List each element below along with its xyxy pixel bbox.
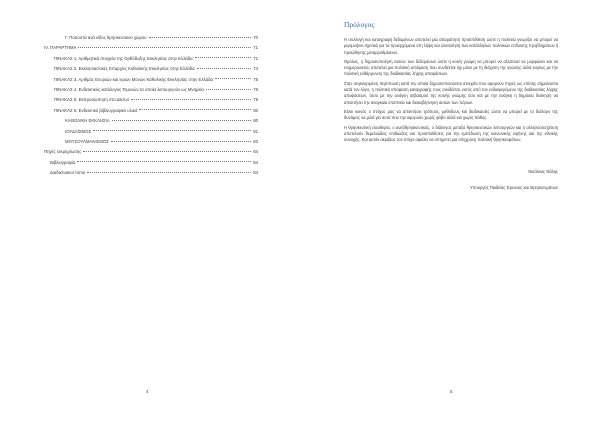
toc-entry-page: 71 — [253, 45, 258, 51]
toc-entry-page: 71 — [253, 55, 258, 61]
right-page — [300, 0, 600, 424]
toc-leader-dots — [78, 47, 251, 48]
toc-entry-title: Διαδικτυακοί τόποι — [50, 170, 86, 176]
toc-entry[interactable] — [44, 168, 258, 178]
toc-leader-dots — [197, 68, 252, 69]
toc-entry-title: ΠΙΝΑΚΑΣ 4. Ενδεικτικός κατάλογος Τεμενών τα οποία λειτουργούν ως Μνημεία — [54, 86, 204, 92]
paragraph: Στην συγκεκριμένη περίπτωση κατά την οποία δημοσιοποιούνται στοιχεία που αφορούν πηγές ως επίσης σημαίνοντα κατά τον λόγο, η πολιτική απόφαση καταγραφής τους συνδέεται, εκτός από τον ενδιαφερόμενο της διαδικασίας λήψης αποφάσεων, τόσο με την ανάγκη σεβασμού της κοινής γνώμης όσο και με την ανάγκη η δημόσια διοίκηση να αποκτήσει την αναγκαία εποπτεία και διακυβέρνηση αυτών των πόρων. — [344, 80, 558, 105]
paragraph: Η θρησκευτική ελευθερία, ο ανεξιθρησκευτικός, ο διάλογος μεταξύ θρησκευτικών λειτουργιών και η αλληλοσυσχέτιση αποτελούν θεμελιώδεις επιδιώξεις και προϋποθέσεις για την εμπέδωση της κοινωνικής ειρήνης και της εθνικής συνοχής. Και αυτόν ακριβώς τον στόχο οφείλει να υπηρετεί μια σύγχρονη πολιτική θρησκευμάτων. — [344, 124, 558, 143]
toc-entry-page: 70 — [253, 35, 258, 40]
toc-entry-page: 81 — [253, 128, 258, 134]
table-of-contents — [44, 33, 258, 178]
toc-entry[interactable] — [44, 64, 258, 74]
page-number: 5 — [450, 389, 453, 394]
toc-entry-title: ΠΙΝΑΚΑΣ 3. Αριθμός Ενοριών και Ιερών Μονών Καθολικής Εκκλησίας στην Ελλάδα — [54, 76, 213, 82]
toc-entry-title: Πηγές τεκμηρίωσης — [44, 149, 82, 155]
toc-leader-dots — [83, 151, 251, 152]
toc-entry-title: ΙΟΥΔΑΪΣΜΟΣ — [65, 128, 92, 134]
toc-leader-dots — [131, 99, 251, 100]
preface-title: Πρόλογος — [344, 20, 375, 29]
toc-leader-dots — [139, 109, 251, 110]
toc-leader-dots — [149, 37, 252, 38]
toc-entry[interactable] — [44, 106, 258, 116]
toc-entry[interactable] — [44, 33, 258, 43]
toc-entry[interactable] — [44, 147, 258, 157]
toc-entry[interactable] — [44, 43, 258, 53]
toc-entry-page: 74 — [253, 66, 258, 72]
toc-entry-page: 75 — [253, 76, 258, 82]
toc-leader-dots — [112, 120, 251, 121]
toc-entry-title: ΜΟΥΣΟΥΛΜΑΝΙΣΜΟΣ — [65, 138, 109, 144]
toc-entry-title: ΠΙΝΑΚΑΣ 2. Εκκλησιαστικές Επαρχίες Καθολικής Εκκλησίας στην Ελλάδα — [54, 66, 195, 72]
toc-entry[interactable] — [44, 75, 258, 85]
preface — [344, 20, 558, 191]
paragraph: Είναι κοινός ο στόχος μας να αποκτήσει τρόπους, μεθόδους και διαδικασίες ώστε να μπορεί με το διάλογο της δυνάμεις να μιλά για αυτά που την αφορούν χωρίς φόβο αλλά και χωρίς πάθος. — [344, 108, 558, 121]
toc-entry-title: ΠΙΝΑΚΑΣ 5. Εκπροσώπηση στο Δίκτυο — [54, 97, 130, 103]
toc-entry[interactable] — [44, 54, 258, 64]
toc-entry-page: 84 — [253, 170, 258, 176]
toc-entry[interactable] — [44, 127, 258, 137]
toc-leader-dots — [111, 141, 251, 142]
toc-entry[interactable] — [44, 95, 258, 105]
toc-entry[interactable] — [44, 85, 258, 95]
paragraph: Η συλλογή και καταγραφή δεδομένων αποτελεί μια απαραίτητη προϋπόθεση ώστε η πολιτεία γνωρίζει να μπορεί να μεριμνήσει σχετικά για τα προερχόμενα στη λήψη και υλοποίηση των κατάλληλων πολιτικών επίλυσης προβλημάτων ή προώθησης μεταρρυθμίσεων. — [344, 37, 558, 55]
toc-entry-page: 79 — [253, 97, 258, 103]
toc-entry-title: ΠΙΝΑΚΑΣ 6. Ενδεικτικό βιβλιογραφικό υλικό — [54, 107, 138, 113]
signature-name: Νικόλαος Θάλης — [528, 169, 558, 175]
toc-entry-page: 84 — [253, 159, 258, 165]
preface-body — [344, 37, 558, 143]
toc-entry[interactable] — [44, 137, 258, 147]
toc-entry[interactable] — [44, 116, 258, 126]
page-number: 4 — [146, 389, 149, 394]
paragraph: Ομοίως, η δημοσιοποίηση αυτών των δεδομένων ώστε η κοινή γνώμη να μπορεί να αξιοποιεί να μορφώνει και να ενημερώνεται, αποτελεί μια πολιτική απόφαση που συνδέεται όχι μόνο με τη διάχυση της γνώσης αλλά κυρίως με την πολιτική ενθάρρυνση της διαδικασίας λήψης αποφάσεων. — [344, 58, 558, 77]
signature-role: Υπουργός Παιδείας Έρευνας και Θρησκευμάτων — [470, 184, 558, 190]
toc-leader-dots — [87, 172, 251, 173]
toc-leader-dots — [215, 78, 251, 79]
toc-leader-dots — [93, 130, 251, 131]
toc-entry-page: 84 — [253, 149, 258, 155]
toc-entry-title: ΠΙΝΑΚΑΣ 1. Αριθμητικά στοιχεία της Ορθόδοξης Εκκλησίας στην Ελλάδα — [54, 55, 193, 61]
toc-entry-title: Γ. Ποσοστά ανά είδος θρησκευτικού χώρου — [65, 35, 147, 40]
toc-entry[interactable] — [44, 158, 258, 168]
toc-entry-title: IV. ΠΑΡΑΡΤΗΜΑ — [44, 45, 77, 51]
toc-leader-dots — [206, 89, 251, 90]
toc-entry-page: 80 — [253, 118, 258, 124]
toc-entry-page: 80 — [253, 107, 258, 113]
toc-leader-dots — [77, 161, 251, 162]
toc-entry-title: Βιβλιογραφία — [50, 159, 76, 165]
toc-entry-title: ΚΑΘΟΛΙΚΗ ΕΚΚΛΗΣΙΑ — [65, 118, 110, 124]
toc-entry-page: 83 — [253, 138, 258, 144]
toc-leader-dots — [195, 57, 252, 58]
toc-entry-page: 76 — [253, 86, 258, 92]
